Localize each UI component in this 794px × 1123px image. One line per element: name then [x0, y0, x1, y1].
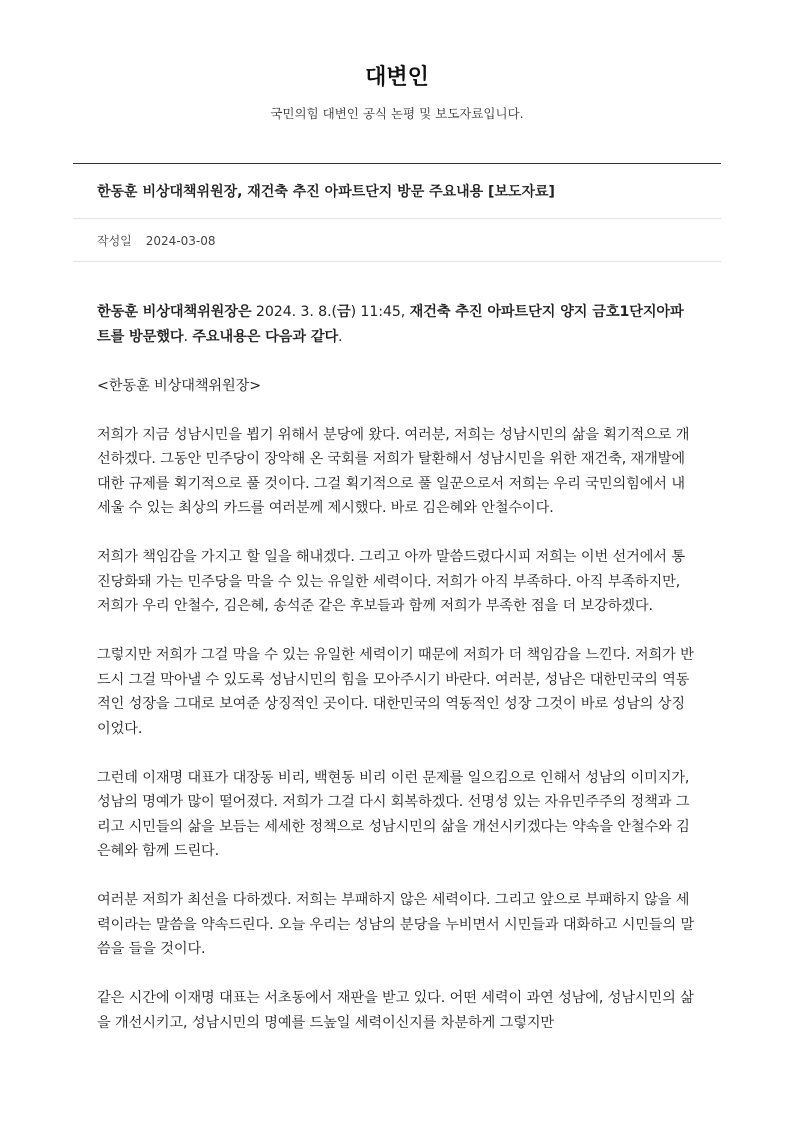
body-paragraph: 저희가 지금 성남시민을 뵙기 위해서 분당에 왔다. 여러분, 저희는 성남시민의 삶을 획기적으로 개선하겠다. 그동안 민주당이 장악해 온 국회를 저희가 탈환해서 성남시민을 위한 재건축, 재개발에 대한 규제를 획기적으로 풀 것이다. 그걸 획기적으로 풀 일꾼으로서 저희는 우리 국민의힘에서 내세울 수 있는 최상의 카드를 여러분께 제시했다. 바로 김은혜와 안철수이다. — [97, 426, 690, 516]
body-paragraph: 여러분 저희가 최선을 다하겠다. 저희는 부패하지 않은 세력이다. 그리고 앞으로 부패하지 않을 세력이라는 말씀을 약속드린다. 오늘 우리는 성남의 분당을 누비면서 시민들과 대화하고 시민들의 말씀을 들을 것이다. — [97, 892, 695, 957]
intro-bold-b: 금 — [336, 304, 351, 320]
intro-plain-a: 2024. 3. 8.( — [251, 304, 337, 320]
article-body — [97, 300, 697, 1060]
article-meta — [97, 232, 216, 249]
intro-plain-b: ) 11:45, — [350, 304, 410, 320]
intro-bold-a: 한동훈 비상대책위원장은 — [97, 304, 252, 320]
body-paragraph: 같은 시간에 이재명 대표는 서초동에서 재판을 받고 있다. 어떤 세력이 과연 성남에, 성남시민의 삶을 개선시키고, 성남시민의 명예를 드높일 세력이신지를 차분하게 그렇지만 — [97, 990, 694, 1031]
intro-paragraph — [97, 300, 697, 349]
header-divider — [73, 163, 721, 164]
body-paragraph: 그런데 이재명 대표가 대장동 비리, 백현동 비리 이런 문제를 일으킴으로 인해서 성남의 이미지가, 성남의 명예가 많이 떨어졌다. 저희가 그걸 다시 회복하겠다. 선명성 있는 자유민주주의 정책과 그리고 시민들의 삶을 보듬는 세세한 정책으로 성남시민의 삶을 개선시키겠다는 약속을 안철수와 김은혜와 함께 드린다. — [97, 769, 690, 859]
title-divider — [73, 218, 721, 219]
intro-bold-c: 재건축 추진 아파트단지 양지 금호1단지아파트를 방문했다 — [97, 304, 684, 345]
intro-bold-d: 주요내용은 다음과 같다 — [192, 328, 339, 345]
article-title: 한동훈 비상대책위원장, 재건축 추진 아파트단지 방문 주요내용 [보도자료] — [97, 184, 555, 200]
meta-divider — [73, 261, 721, 262]
site-subtitle: 국민의힘 대변인 공식 논평 및 보도자료입니다. — [270, 106, 524, 121]
meta-label: 작성일 — [97, 234, 132, 248]
speaker-label: <한동훈 비상대책위원장> — [97, 377, 262, 394]
meta-date: 2024-03-08 — [145, 234, 216, 248]
body-paragraph: 그렇지만 저희가 그걸 막을 수 있는 유일한 세력이기 때문에 저희가 더 책임감을 느낀다. 저희가 반드시 그걸 막아낼 수 있도록 성남시민의 힘을 모아주시기 바란다. 여러분, 성남은 대한민국의 역동적인 성장을 그대로 보여준 상징적인 곳이다. 대한민국의 역동적인 성장 그것이 바로 성남의 상징이었다. — [97, 647, 694, 737]
intro-plain-d: . — [338, 328, 343, 345]
body-paragraph: 저희가 책임감을 가지고 할 일을 해내겠다. 그리고 아까 말씀드렸다시피 저희는 이번 선거에서 통진당화돼 가는 민주당을 막을 수 있는 유일한 세력이다. 저희가 아직 부족하다. 아직 부족하지만, 저희가 우리 안철수, 김은혜, 송석준 같은 후보들과 함께 저희가 부족한 점을 더 보강하겠다. — [97, 549, 685, 614]
site-title[interactable]: 대변인 — [365, 65, 429, 90]
intro-plain-c: . — [183, 328, 193, 345]
